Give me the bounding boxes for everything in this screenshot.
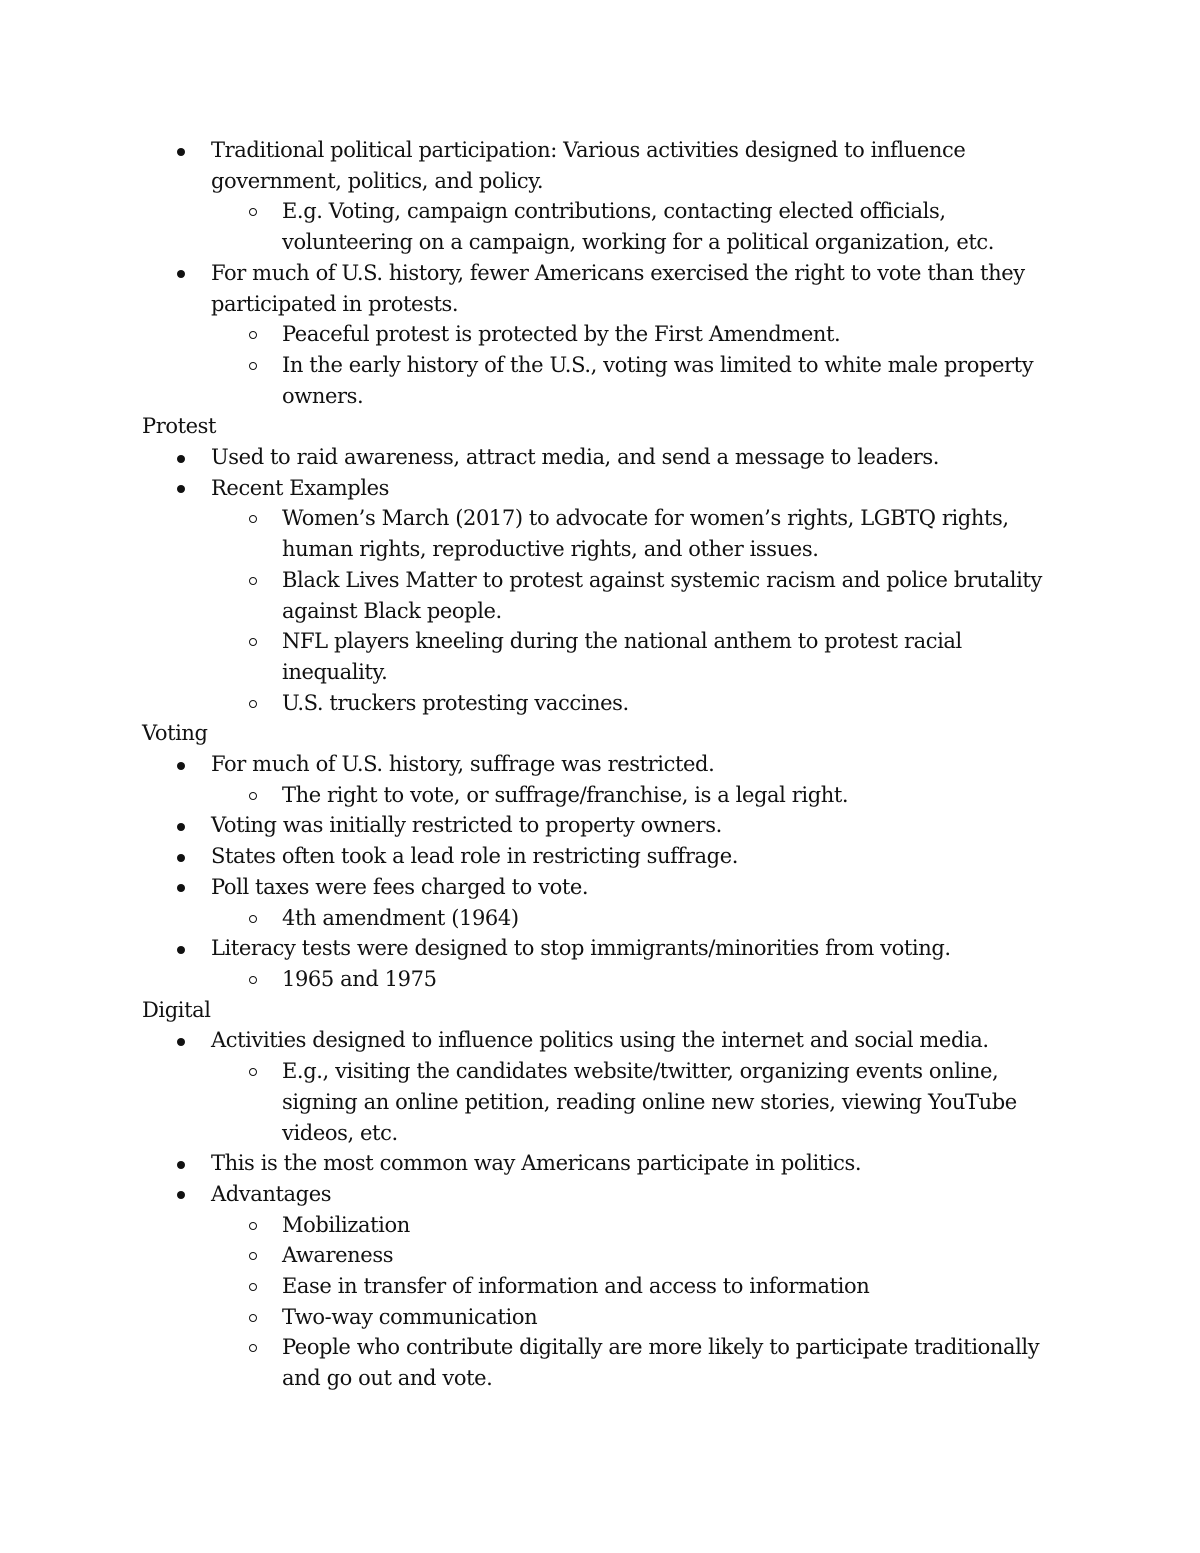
list-item — [0, 1179, 1200, 1210]
bullet-circle-icon — [249, 976, 257, 984]
bullet-disc-icon — [177, 455, 185, 463]
list-item — [0, 657, 1200, 688]
list-item — [0, 749, 1200, 780]
list-item-text: against Black people. — [282, 598, 502, 623]
list-item — [0, 227, 1200, 258]
bullet-circle-icon — [249, 1344, 257, 1352]
bullet-disc-icon — [177, 1038, 185, 1046]
bullet-disc-icon — [177, 1161, 185, 1169]
list-item — [0, 626, 1200, 657]
list-item-text: 4th amendment (1964) — [282, 905, 519, 930]
bullet-circle-icon — [249, 1314, 257, 1322]
list-item — [0, 1240, 1200, 1271]
list-item-text: Two-way communication — [282, 1304, 538, 1329]
list-item — [0, 872, 1200, 903]
list-item — [0, 319, 1200, 350]
section-heading-text: Protest — [142, 414, 217, 439]
list-item-text: Recent Examples — [211, 475, 390, 500]
bullet-circle-icon — [249, 331, 257, 339]
bullet-disc-icon — [177, 148, 185, 156]
document-page — [0, 135, 1200, 1394]
list-item — [0, 964, 1200, 995]
list-item-text: volunteering on a campaign, working for a political organization, etc. — [282, 230, 995, 255]
list-item — [0, 196, 1200, 227]
list-item — [0, 442, 1200, 473]
list-item-text: 1965 and 1975 — [282, 966, 437, 991]
list-item-text: E.g., visiting the candidates website/twitter, organizing events online, — [282, 1059, 999, 1084]
list-item-text: government, politics, and policy. — [211, 168, 544, 193]
bullet-disc-icon — [177, 946, 185, 954]
list-item — [0, 780, 1200, 811]
list-item — [0, 565, 1200, 596]
list-item — [0, 810, 1200, 841]
list-item-text: signing an online petition, reading online new stories, viewing YouTube — [282, 1089, 1017, 1114]
list-item-text: This is the most common way Americans participate in politics. — [211, 1151, 862, 1176]
list-item-text: E.g. Voting, campaign contributions, contacting elected officials, — [282, 199, 946, 224]
section-heading-text: Voting — [142, 721, 208, 746]
list-item — [0, 1332, 1200, 1363]
bullet-circle-icon — [249, 515, 257, 523]
bullet-disc-icon — [177, 762, 185, 770]
list-item-text: inequality. — [282, 659, 388, 684]
list-item-text: The right to vote, or suffrage/franchise, is a legal right. — [282, 782, 849, 807]
list-item — [0, 1056, 1200, 1087]
list-item-text: owners. — [282, 383, 364, 408]
list-item-text: Literacy tests were designed to stop immigrants/minorities from voting. — [211, 936, 951, 961]
bullet-disc-icon — [177, 485, 185, 493]
list-item — [0, 841, 1200, 872]
bullet-circle-icon — [249, 577, 257, 585]
list-item — [0, 1087, 1200, 1118]
list-item-text: Black Lives Matter to protest against systemic racism and police brutality — [282, 567, 1042, 592]
list-item — [0, 688, 1200, 719]
list-item-text: participated in protests. — [211, 291, 459, 316]
bullet-circle-icon — [249, 1283, 257, 1291]
list-item — [0, 903, 1200, 934]
bullet-circle-icon — [249, 1068, 257, 1076]
list-item-text: For much of U.S. history, suffrage was restricted. — [211, 752, 715, 777]
bullet-disc-icon — [177, 270, 185, 278]
list-item — [0, 258, 1200, 289]
list-item-text: Advantages — [211, 1181, 332, 1206]
list-item — [0, 503, 1200, 534]
bullet-circle-icon — [249, 700, 257, 708]
list-item-text: Traditional political participation: Various activities designed to influence — [211, 138, 966, 162]
list-item — [0, 1210, 1200, 1241]
list-item-text: and go out and vote. — [282, 1366, 493, 1391]
bullet-circle-icon — [249, 362, 257, 370]
list-item — [0, 289, 1200, 320]
section-heading-text: Digital — [142, 997, 211, 1022]
bullet-circle-icon — [249, 915, 257, 923]
bullet-circle-icon — [249, 1222, 257, 1230]
list-item — [0, 381, 1200, 412]
list-item-text: For much of U.S. history, fewer Americans exercised the right to vote than they — [211, 260, 1025, 285]
list-item-text: Poll taxes were fees charged to vote. — [211, 874, 589, 899]
list-item-text: Women’s March (2017) to advocate for women’s rights, LGBTQ rights, — [282, 506, 1009, 531]
list-item — [0, 350, 1200, 381]
list-item — [0, 1118, 1200, 1149]
bullet-disc-icon — [177, 1191, 185, 1199]
list-item-text: Mobilization — [282, 1212, 410, 1237]
list-item-text: human rights, reproductive rights, and other issues. — [282, 537, 819, 562]
list-item — [0, 166, 1200, 197]
list-item-text: Peaceful protest is protected by the First Amendment. — [282, 322, 841, 347]
list-item — [0, 1271, 1200, 1302]
bullet-disc-icon — [177, 884, 185, 892]
list-item-text: Used to raid awareness, attract media, and send a message to leaders. — [211, 445, 940, 470]
list-item — [0, 1025, 1200, 1056]
list-item — [0, 135, 1200, 166]
list-item-text: States often took a lead role in restricting suffrage. — [211, 844, 739, 869]
list-item — [0, 473, 1200, 504]
list-item-text: Ease in transfer of information and access to information — [282, 1274, 870, 1299]
list-item-text: videos, etc. — [282, 1120, 398, 1145]
bullet-circle-icon — [249, 792, 257, 800]
bullet-circle-icon — [249, 638, 257, 646]
section-heading — [0, 718, 1200, 749]
list-item — [0, 1148, 1200, 1179]
list-item — [0, 933, 1200, 964]
list-item-text: U.S. truckers protesting vaccines. — [282, 690, 629, 715]
section-heading — [0, 411, 1200, 442]
list-item — [0, 596, 1200, 627]
list-item — [0, 534, 1200, 565]
list-item — [0, 1363, 1200, 1394]
bullet-disc-icon — [177, 854, 185, 862]
bullet-circle-icon — [249, 1252, 257, 1260]
list-item-text: In the early history of the U.S., voting was limited to white male property — [282, 352, 1034, 377]
list-item-text: Voting was initially restricted to property owners. — [211, 813, 722, 838]
list-item-text: Awareness — [282, 1243, 394, 1268]
bullet-circle-icon — [249, 208, 257, 216]
list-item-text: Activities designed to influence politics using the internet and social media. — [211, 1028, 989, 1053]
bullet-disc-icon — [177, 823, 185, 831]
list-item — [0, 1302, 1200, 1333]
list-item-text: People who contribute digitally are more likely to participate traditionally — [282, 1335, 1040, 1360]
section-heading — [0, 995, 1200, 1026]
list-item-text: NFL players kneeling during the national anthem to protest racial — [282, 629, 962, 654]
